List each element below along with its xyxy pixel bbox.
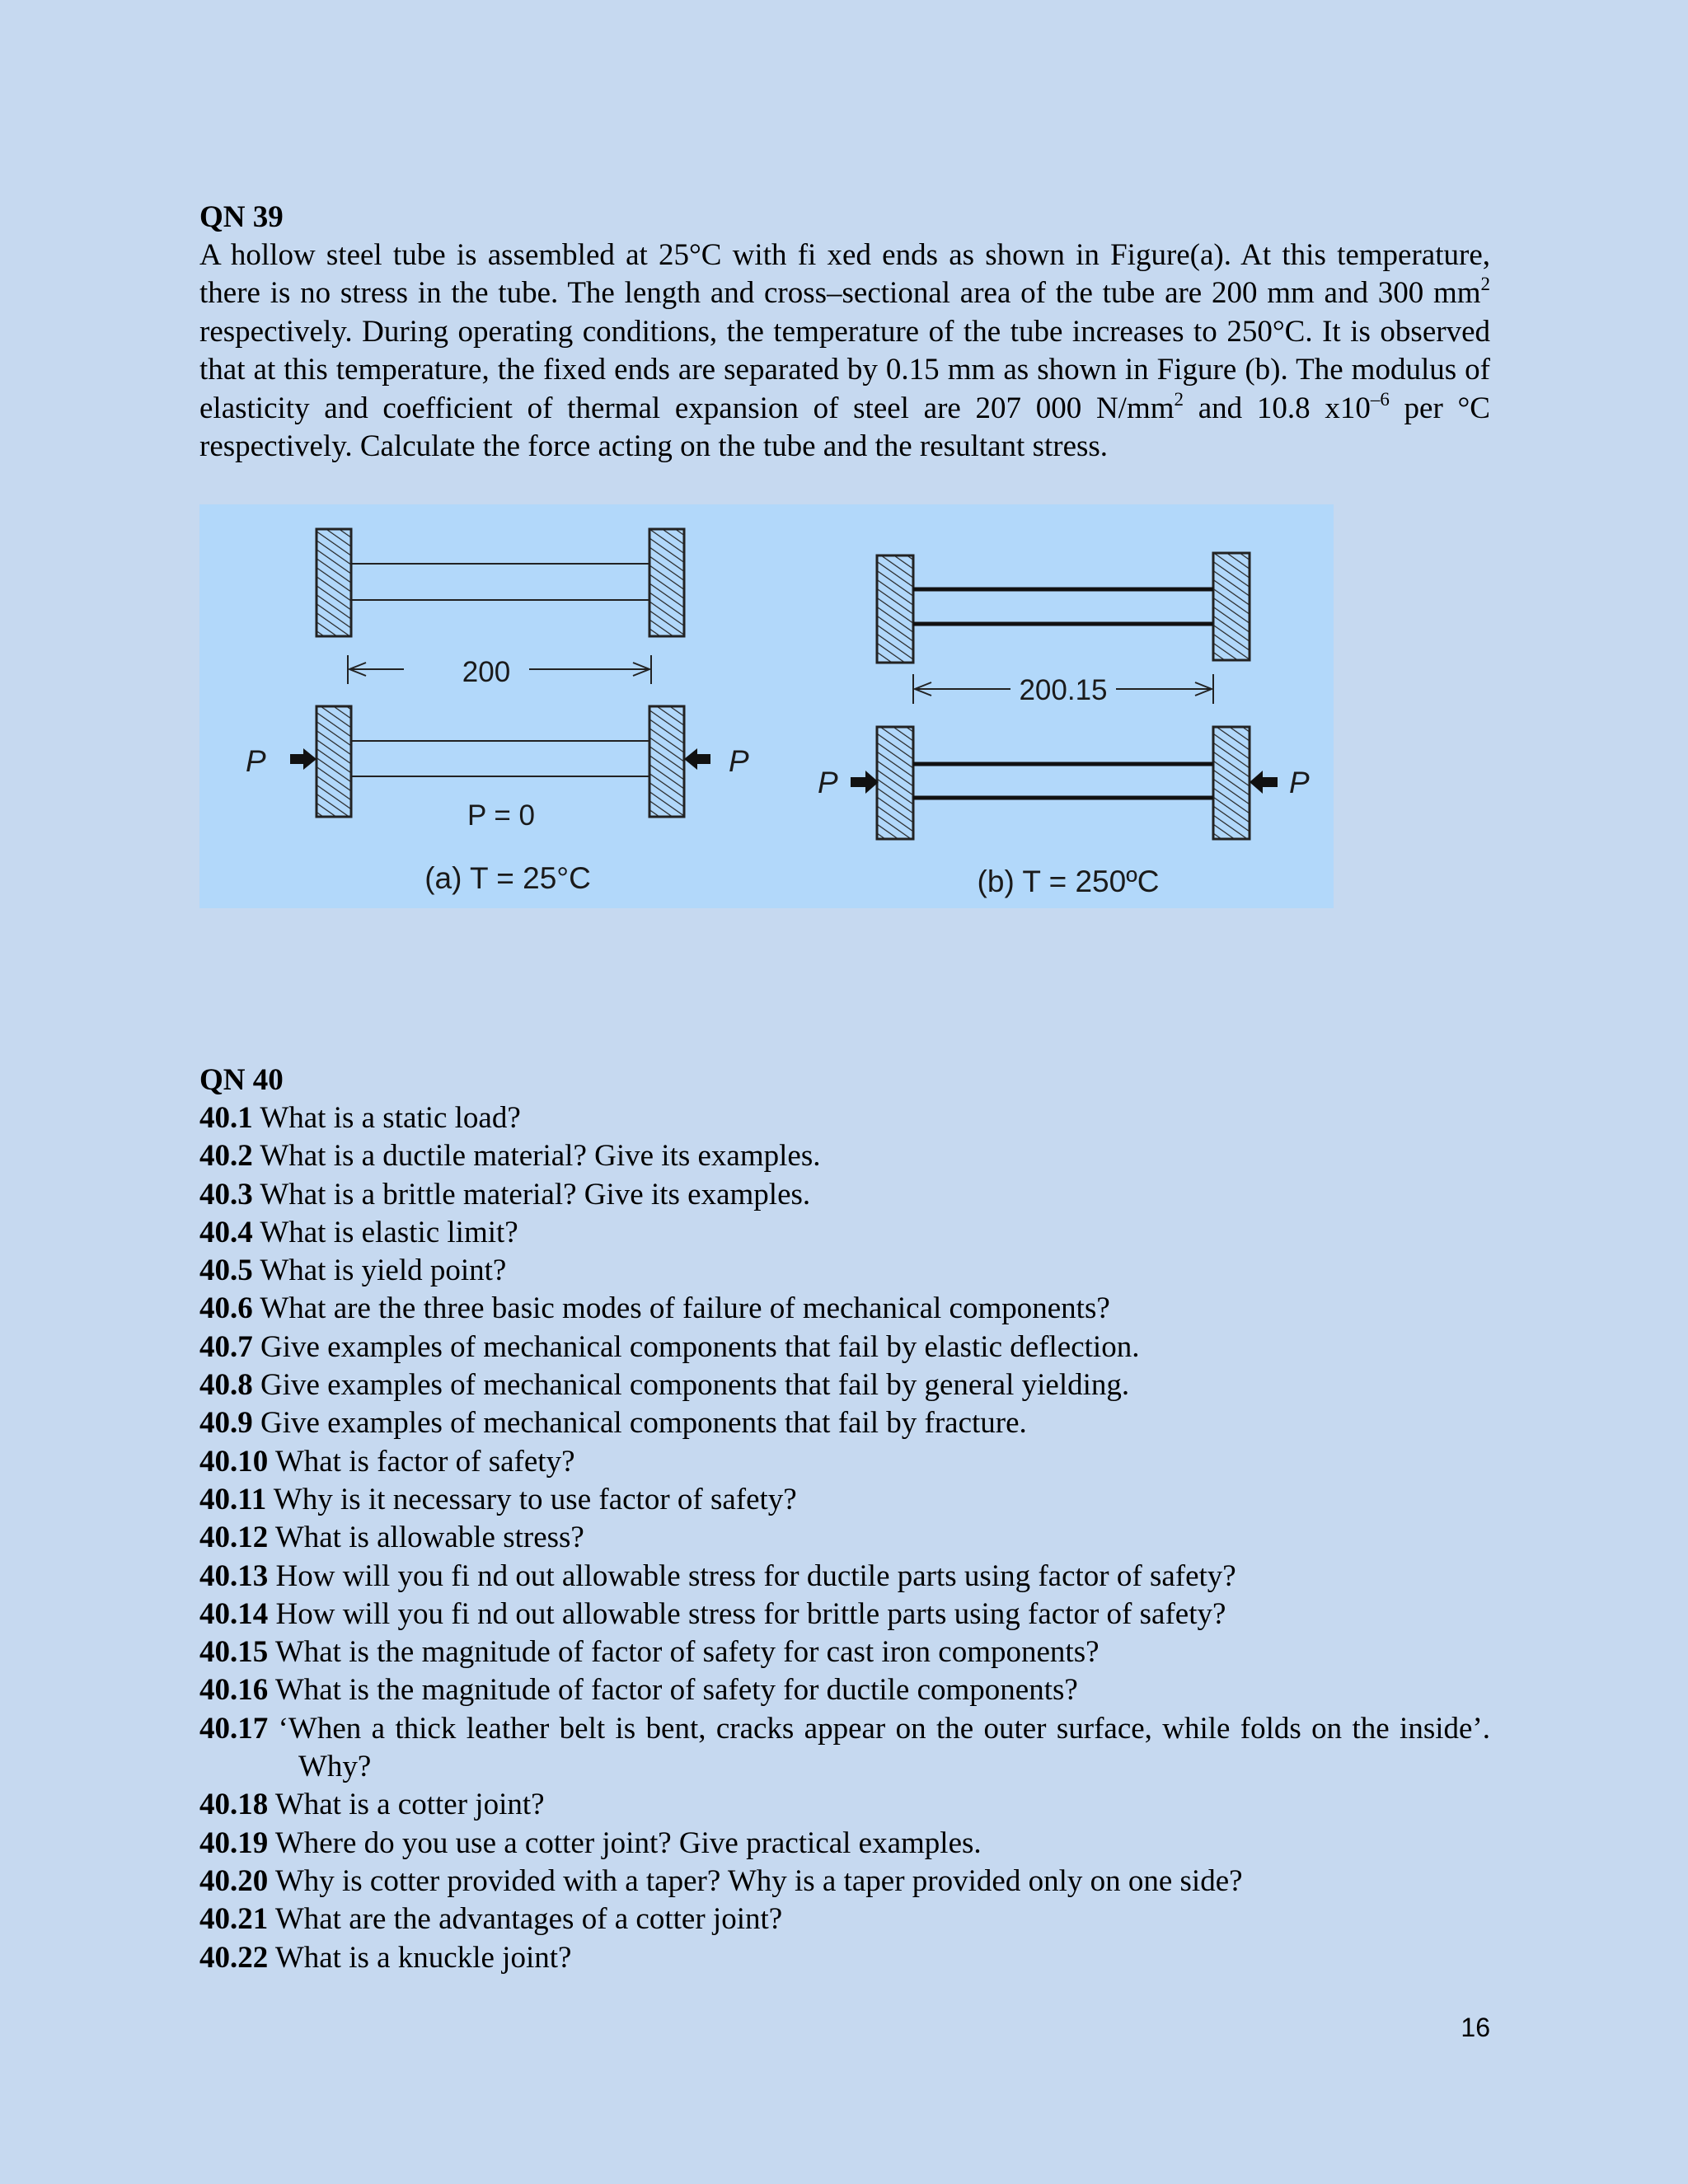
list-item: 40.10 What is factor of safety? (199, 1444, 575, 1479)
figure-b-caption: (b) T = 250ºC (977, 865, 1160, 898)
list-item: 40.18 What is a cotter joint? (199, 1788, 545, 1822)
figure-a-top-tube (316, 529, 684, 636)
figure-b (818, 553, 1310, 898)
figure-a-dimension (348, 655, 651, 688)
list-item: 40.13 How will you fi nd out allowable stress for ductile parts using factor of safety? (199, 1558, 1236, 1593)
thermal-stress-figure (199, 504, 1334, 908)
qn40-question-list (199, 1099, 1490, 1977)
figure-b-load-left-label: P (818, 766, 838, 799)
qn40-heading: QN 40 (199, 1063, 284, 1097)
page-number: 16 (1461, 2013, 1490, 2042)
list-item: 40.11 Why is it necessary to use factor of safety? (199, 1482, 797, 1516)
figure-b-left-load-arrow (851, 771, 879, 794)
figure-a-left-load-arrow (290, 748, 316, 770)
qn39-heading: QN 39 (199, 200, 284, 234)
list-item: 40.19 Where do you use a cotter joint? Give practical examples. (199, 1825, 982, 1860)
list-item: 40.12 What is allowable stress? (199, 1521, 584, 1555)
figure-b-load-right-label: P (1289, 766, 1310, 799)
figure-b-dimension-label: 200.15 (1019, 674, 1108, 706)
list-item: 40.9 Give examples of mechanical components that fail by fracture. (199, 1406, 1027, 1441)
list-item: 40.22 What is a knuckle joint? (199, 1940, 572, 1975)
figure-a-load-right-label: P (729, 744, 749, 778)
figure-a-load-left-label: P (246, 744, 266, 778)
figure-a (246, 529, 749, 895)
figure-a-right-load-arrow (684, 748, 710, 770)
figure-b-dimension (913, 674, 1213, 706)
figure-a-bottom-tube (246, 706, 749, 832)
list-item: 40.5 What is yield point? (199, 1254, 507, 1288)
qn39-problem-text: A hollow steel tube is assembled at 25°C with fi xed ends as shown in Figure(a). At this temperature, there is no stress in the tube. The length and cross–sectional area of the tube are 200 mm and 300 $mm^2$ respectively. During operating conditions, the temperature of the tube increases to 250°C. It is observed that at this temperature, the fixed ends are separated by 0.15 mm as shown in Figure (b). The modulus of elasticity and coefficient of thermal expansion of steel are 207 000 $N/mm^2$ and 10.8 $x10^{-6}$ per °C respectively. Calculate the force acting on the tube and the resultant stress. (199, 238, 1490, 464)
figure-a-caption: (a) T = 25°C (424, 861, 591, 895)
figure-b-bottom-tube (818, 727, 1310, 839)
figure-a-dimension-label: 200 (462, 656, 511, 688)
figure-b-top-tube (877, 553, 1250, 663)
list-item: 40.17 ‘When a thick leather belt is bent, cracks appear on the outer surface, while folds on the inside’. Why? (199, 1711, 1490, 1784)
list-item: 40.8 Give examples of mechanical components that fail by general yielding. (199, 1368, 1130, 1403)
list-item: 40.15 What is the magnitude of factor of safety for cast iron components? (199, 1635, 1100, 1670)
list-item: 40.4 What is elastic limit? (199, 1215, 518, 1249)
list-item: 40.1 What is a static load? (199, 1101, 521, 1135)
list-item: 40.6 What are the three basic modes of failure of mechanical components? (199, 1291, 1110, 1326)
list-item: 40.21 What are the advantages of a cotter joint? (199, 1902, 783, 1937)
list-item: 40.3 What is a brittle material? Give its examples. (199, 1177, 811, 1212)
figure-a-load-equation: P = 0 (467, 799, 536, 832)
list-item: 40.14 How will you fi nd out allowable stress for brittle parts using factor of safety? (199, 1596, 1226, 1631)
figure-b-right-load-arrow (1250, 771, 1278, 794)
list-item: 40.20 Why is cotter provided with a taper? Why is a taper provided only on one side? (199, 1863, 1243, 1898)
list-item: 40.2 What is a ductile material? Give its examples. (199, 1139, 821, 1174)
list-item: 40.7 Give examples of mechanical components that fail by elastic deflection. (199, 1329, 1140, 1364)
list-item: 40.16 What is the magnitude of factor of safety for ductile components? (199, 1673, 1078, 1708)
